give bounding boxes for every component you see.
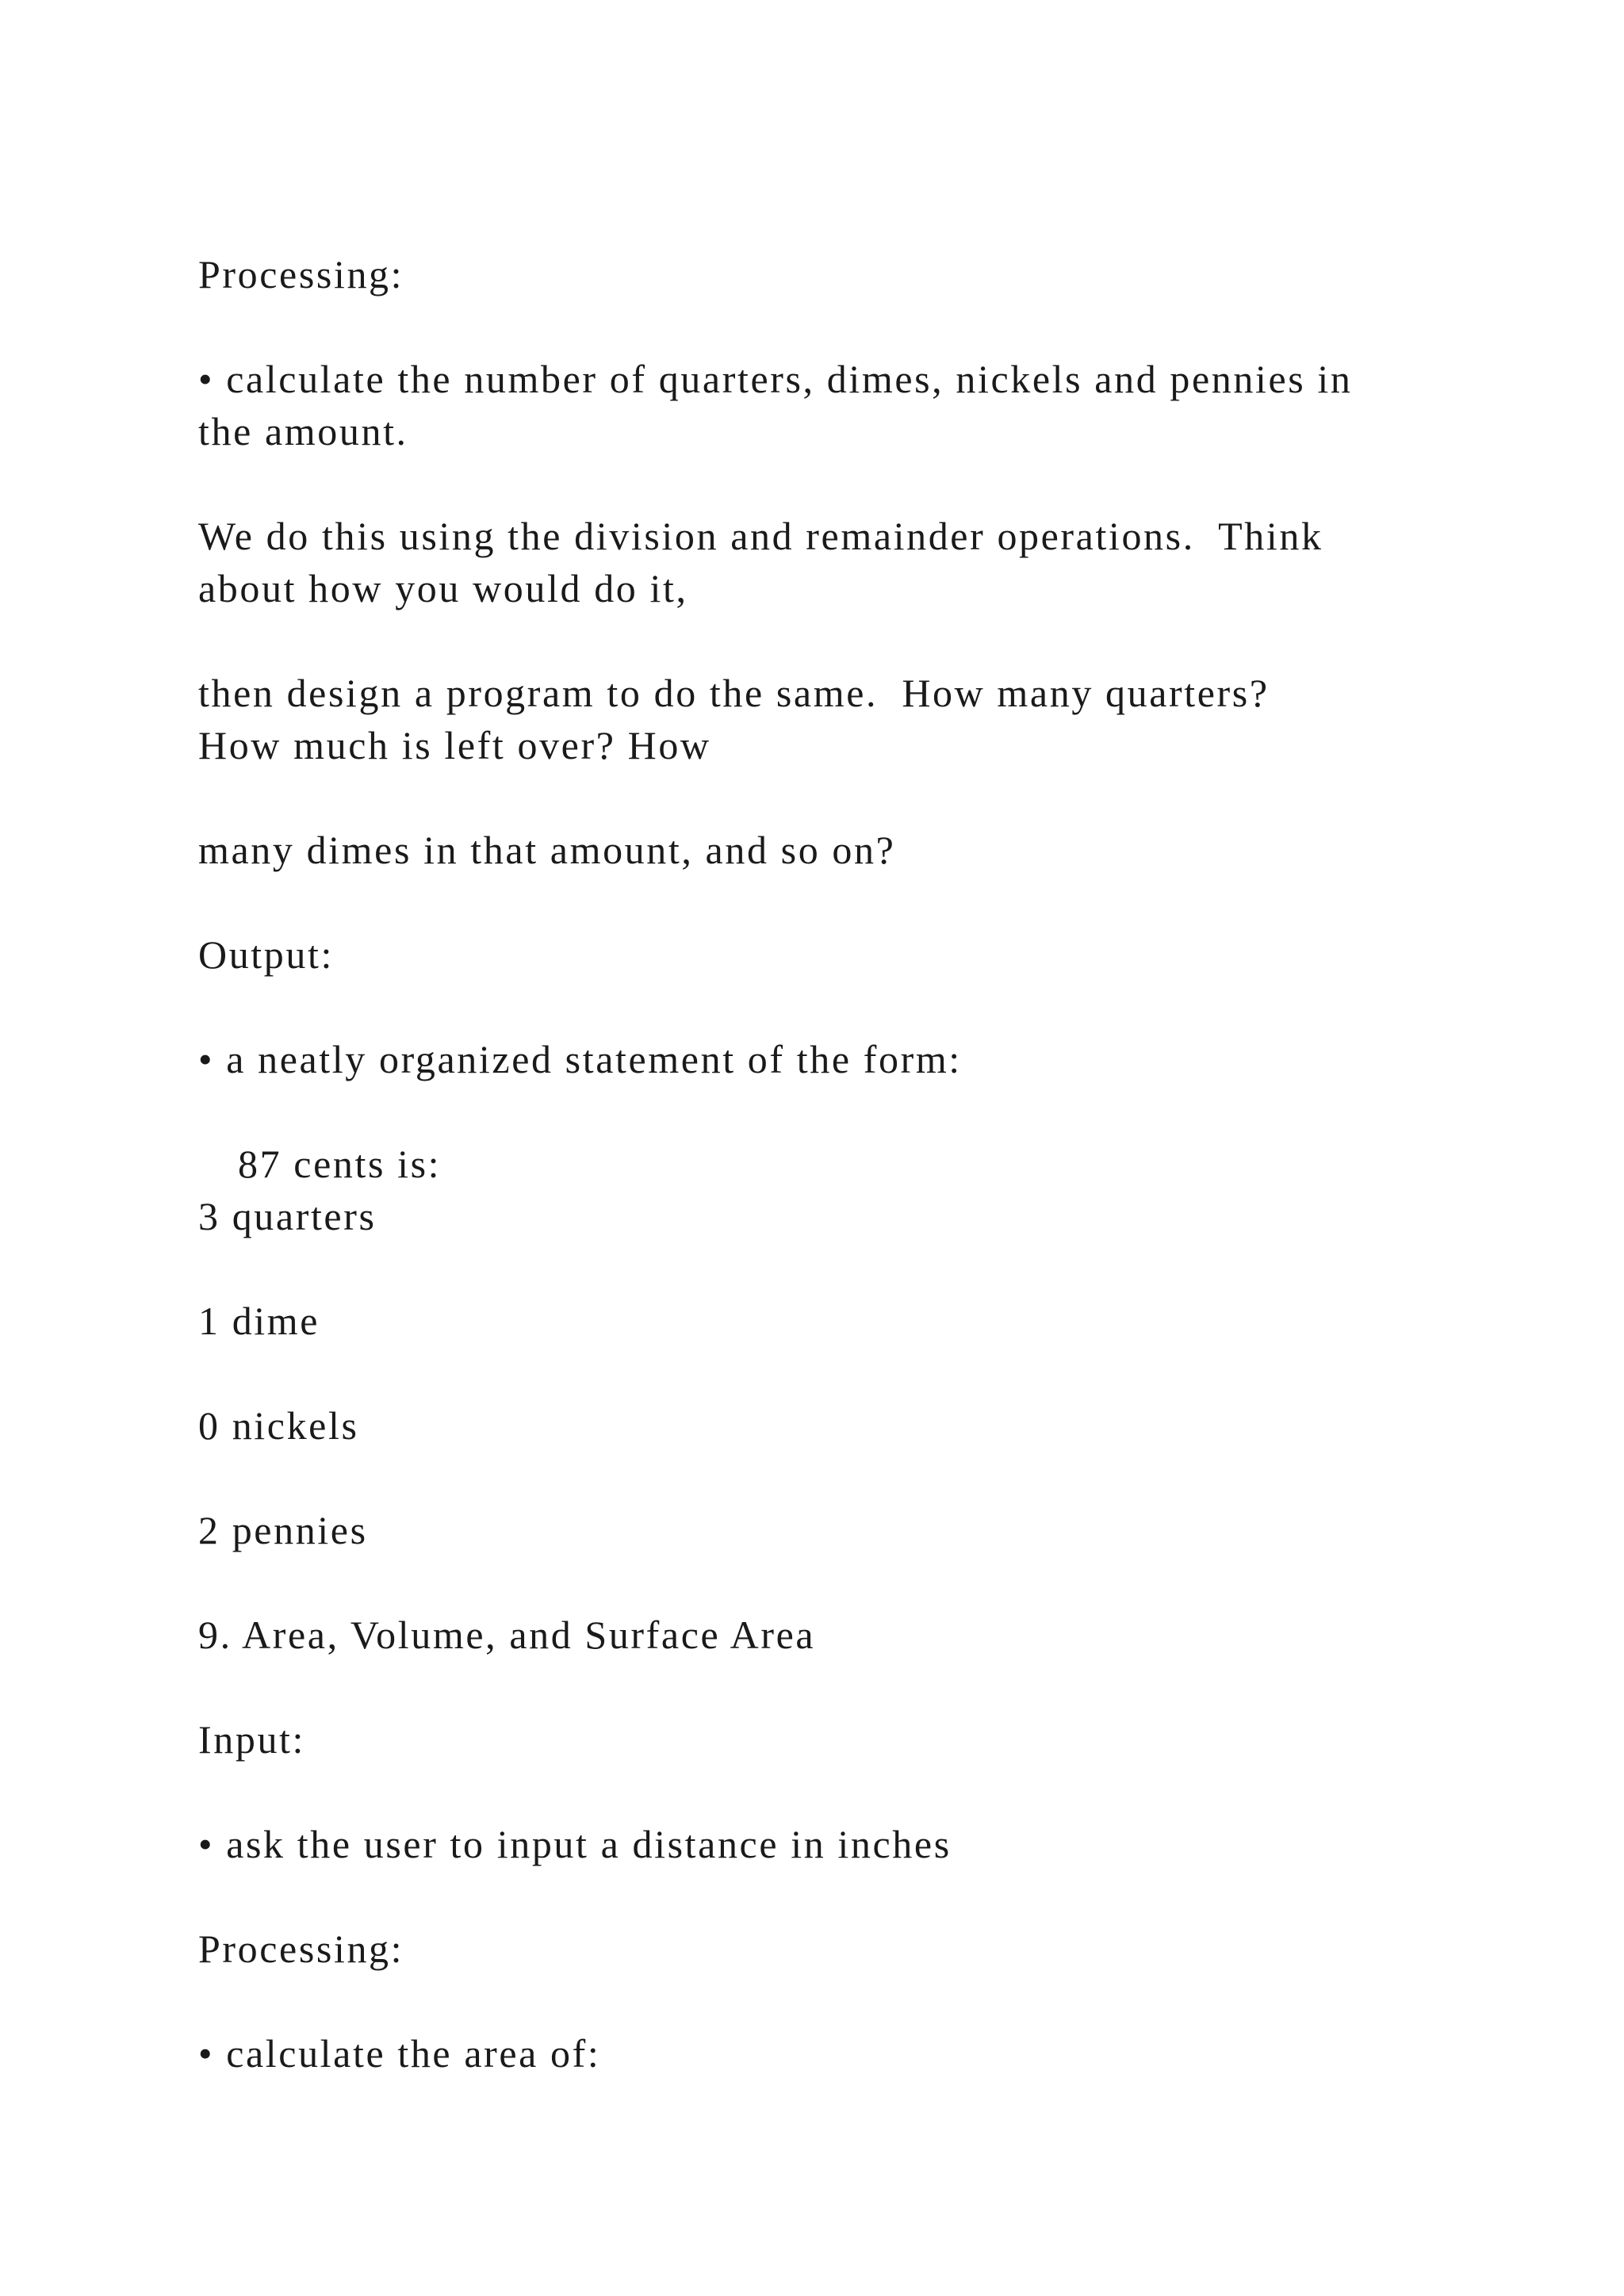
bullet-statement-form: • a neatly organized statement of the form: [198, 1037, 962, 1081]
heading-input: Input: [198, 1717, 306, 1762]
paragraph-design-line1: then design a program to do the same. How many quarters? [198, 671, 1270, 715]
paragraph-design-line2: How much is left over? How [198, 723, 711, 767]
example-dime: 1 dime [198, 1299, 320, 1343]
heading-processing-2: Processing: [198, 1927, 404, 1971]
paragraph-division-line1: We do this using the division and remainder operations. Think [198, 514, 1323, 558]
paragraph-dimes: many dimes in that amount, and so on? [198, 828, 896, 872]
bullet-ask-distance: • ask the user to input a distance in inches [198, 1822, 952, 1866]
heading-processing: Processing: [198, 252, 404, 297]
example-pennies: 2 pennies [198, 1508, 368, 1552]
heading-output: Output: [198, 932, 334, 977]
bullet-calculate-coins-line2: the amount. [198, 409, 408, 453]
bullet-calculate-coins-line1: • calculate the number of quarters, dimes, nickels and pennies in [198, 357, 1353, 401]
bullet-calculate-area: • calculate the area of: [198, 2031, 601, 2076]
example-quarters: 3 quarters [198, 1194, 377, 1238]
paragraph-division-line2: about how you would do it, [198, 566, 688, 610]
example-cents-heading: 87 cents is: [238, 1142, 442, 1186]
example-nickels: 0 nickels [198, 1403, 359, 1448]
section-heading-area-volume: 9. Area, Volume, and Surface Area [198, 1613, 816, 1657]
